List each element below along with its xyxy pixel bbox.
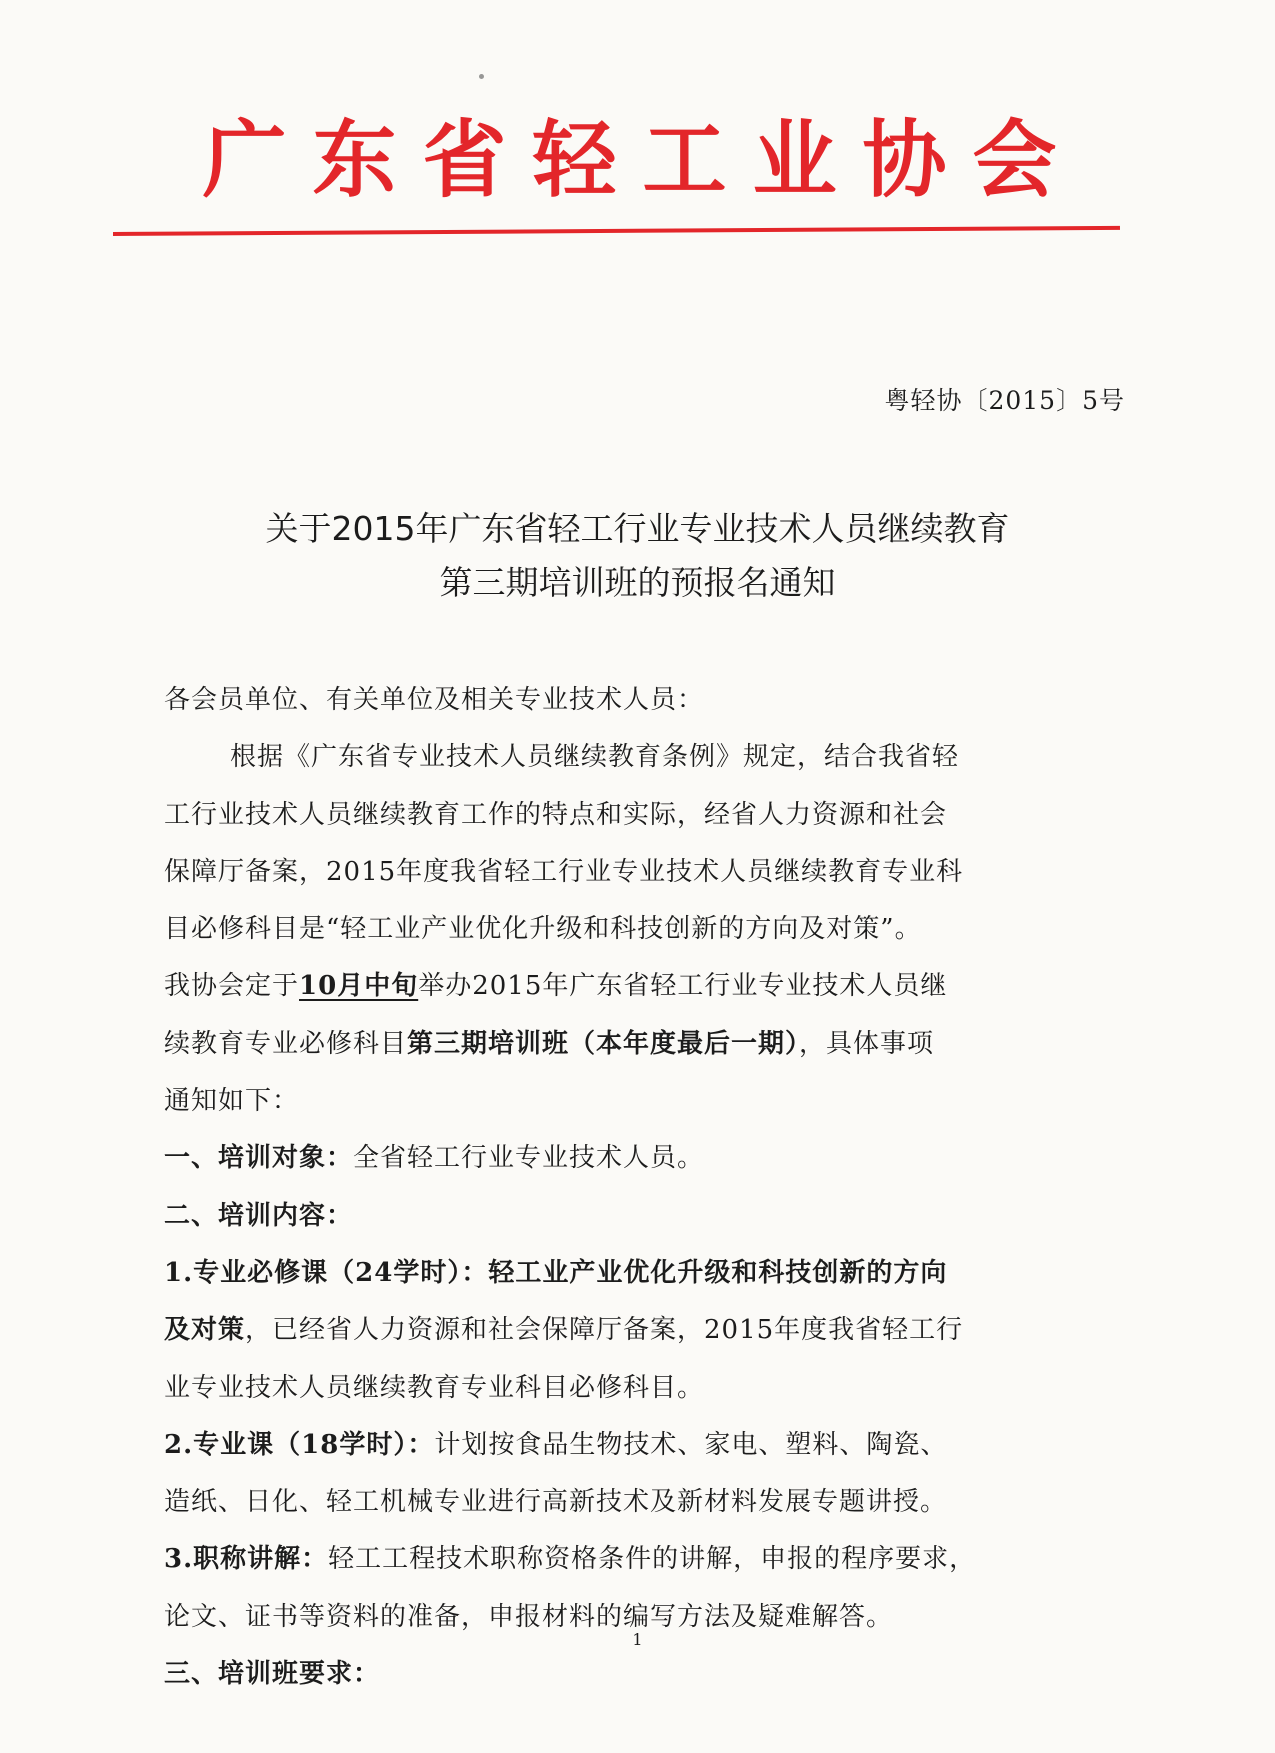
- item-1-topic-end: 及对策: [164, 1315, 246, 1346]
- salutation: 各会员单位、有关单位及相关专业技术人员：: [164, 685, 705, 715]
- item-3-text: 轻工工程技术职称资格条件的讲解，申报的程序要求，: [328, 1544, 977, 1575]
- item-1-label: 1.专业必修课（24学时）：: [164, 1257, 489, 1288]
- notice-title-line-1: 关于2015年广东省轻工行业专业技术人员继续教育: [265, 509, 1010, 548]
- item-1-line-3: 业专业技术人员继续教育专业科目必修科目。: [164, 1372, 705, 1403]
- section-2-heading-text: 二、培训内容：: [164, 1200, 354, 1231]
- section-3-heading: [164, 1646, 1069, 1703]
- item-3-line-2: 论文、证书等资料的准备，申报材料的编写方法及疑难解答。: [164, 1601, 894, 1632]
- paragraph-2-line-2: [164, 1016, 1069, 1073]
- notice-title-line-2: 第三期培训班的预报名通知: [439, 563, 836, 602]
- section-1-heading: 一、培训对象：: [164, 1143, 354, 1174]
- paragraph-1-line-1: 根据《广东省专业技术人员继续教育条例》规定，结合我省轻: [230, 742, 960, 773]
- paragraph-1-line-3: 保障厅备案，2015年度我省轻工行业专业技术人员继续教育专业科: [164, 856, 964, 887]
- section-2-heading: [164, 1188, 1069, 1245]
- item-2-line-1: [164, 1417, 1069, 1474]
- paragraph-2-line-1: [164, 958, 1069, 1015]
- paragraph-2-line-3: 通知如下：: [164, 1086, 300, 1117]
- paragraph-1-line-4: 目必修科目是“轻工业产业优化升级和科技创新的方向及对策”。: [164, 914, 922, 945]
- training-date-underlined: 10月中旬: [299, 971, 419, 1002]
- scan-speck: [479, 74, 484, 79]
- notice-title: [0, 502, 1275, 610]
- section-1: [164, 1130, 1069, 1187]
- notice-body: [164, 672, 1069, 1703]
- item-1-line-1: [164, 1245, 1069, 1302]
- paragraph-2-text: 我协会定于: [164, 971, 300, 1002]
- section-3-heading-text: 三、培训班要求：: [164, 1659, 381, 1690]
- item-3-label: 3.职称讲解：: [164, 1544, 329, 1575]
- section-1-text: 全省轻工行业专业技术人员。: [353, 1143, 705, 1174]
- item-1-line-2: [164, 1302, 1069, 1359]
- item-2-line-2: 造纸、日化、轻工机械专业进行高新技术及新材料发展专题讲授。: [164, 1487, 948, 1518]
- item-2-label: 2.专业课（18学时）：: [164, 1429, 435, 1460]
- item-2-text: 计划按食品生物技术、家电、塑料、陶瓷、: [434, 1429, 948, 1460]
- paragraph-2-text: ，具体事项: [799, 1028, 935, 1059]
- letterhead-red-rule: [113, 226, 1120, 236]
- paragraph-2-text: 举办2015年广东省轻工行业专业技术人员继: [418, 971, 948, 1002]
- letterhead-title: 广东省轻工业协会: [202, 110, 1083, 209]
- page-number: 1: [632, 1630, 643, 1649]
- item-1-topic: 轻工业产业优化升级和科技创新的方向: [488, 1257, 948, 1288]
- training-session-bold: 第三期培训班（本年度最后一期）: [407, 1028, 800, 1059]
- item-1-text: ，已经省人力资源和社会保障厅备案，2015年度我省轻工行: [245, 1315, 964, 1346]
- item-3-line-1: [164, 1531, 1069, 1588]
- document-number: 粤轻协〔2015〕5号: [884, 386, 1125, 415]
- paragraph-2-text: 续教育专业必修科目: [164, 1028, 408, 1059]
- paragraph-1-line-2: 工行业技术人员继续教育工作的特点和实际，经省人力资源和社会: [164, 799, 948, 830]
